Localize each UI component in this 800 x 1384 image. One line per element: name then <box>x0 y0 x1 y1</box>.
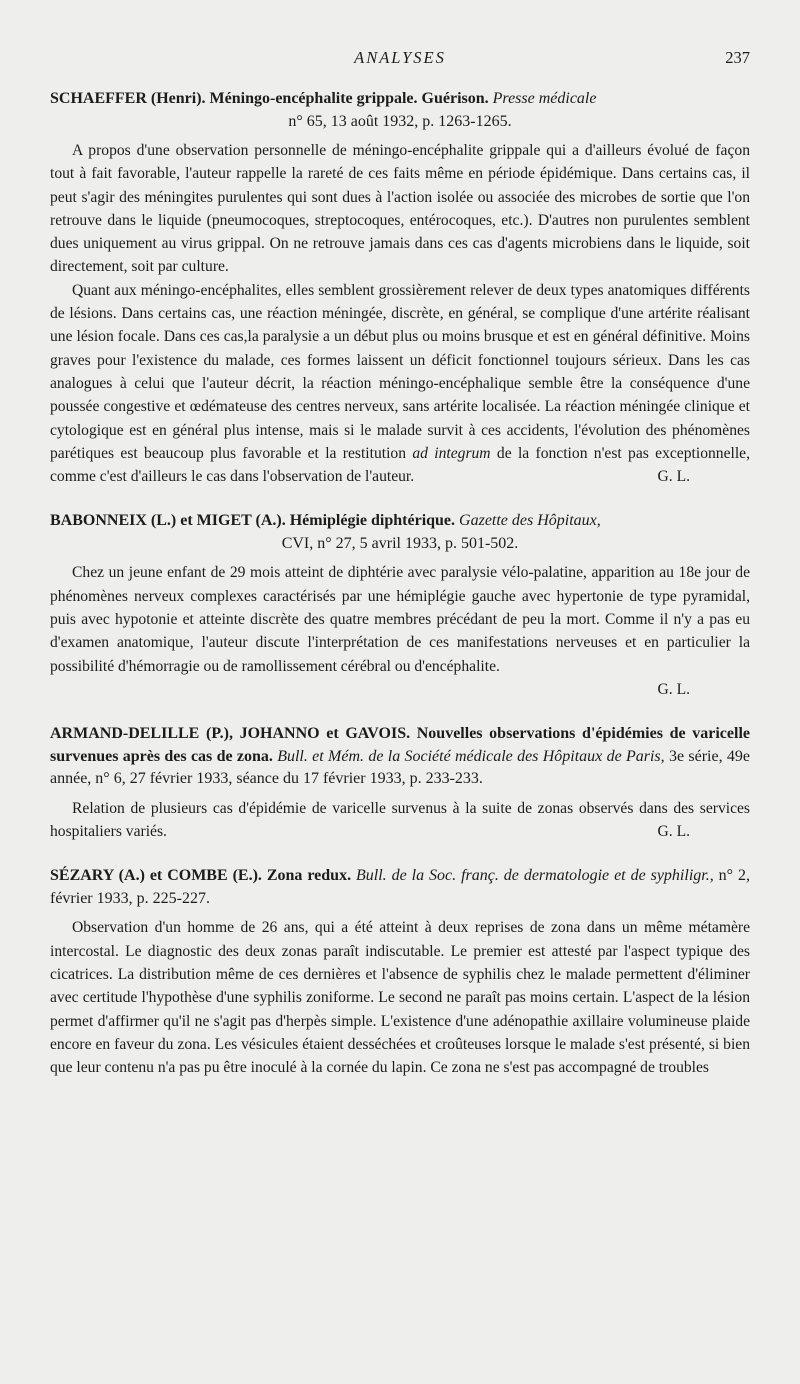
abstract-entry <box>50 88 750 488</box>
entry-title: Hémiplégie diphtérique. <box>289 512 456 530</box>
entry-source: Bull. et Mém. de la Société médicale des Hôpitaux de Paris, <box>277 747 665 765</box>
entry-title: Nouvelles observations d'épidémies de varicelle survenues après des cas de zona. <box>50 725 750 765</box>
entry-heading <box>50 510 750 555</box>
entry-paragraph-tail: de la fonction n'est pas exceptionnelle, comme c'est d'ailleurs le cas dans l'observation de l'auteur. <box>50 444 750 486</box>
entry-paragraph-text: Relation de plusieurs cas d'épidémie de varicelle survenus à la suite de zonas observés dans des services hospitaliers variés. <box>50 799 750 841</box>
entry-author: BABONNEIX (L.) et MIGET (A.). <box>50 512 286 530</box>
entry-author: SCHAEFFER (Henri). <box>50 90 206 107</box>
latin-phrase: ad integrum <box>412 444 491 462</box>
entry-paragraph: Chez un jeune enfant de 29 mois atteint de diphtérie avec paralysie vélo-palatine, apparition au 18e jour de phénomènes nerveux complexes caractérisés par une hémiplégie gauche avec hypertonie de type pyramidal, puis avec hypotonie et atteinte discrète des quatre membres précédant de peu la mort. Comme il n'y a pas eu d'examen anatomique, l'auteur discute l'interprétation de ces manifestations nerveuses et en particulier la possibilité d'hémorragie ou de ramollissement cérébral ou d'encéphalite. <box>50 564 750 675</box>
entry-body <box>50 139 750 488</box>
abstract-entry <box>50 510 750 701</box>
entry-body <box>50 797 750 844</box>
abstract-entry <box>50 723 750 843</box>
abstract-entry <box>50 865 750 1079</box>
entry-body <box>50 561 750 701</box>
running-head <box>50 48 750 74</box>
entry-source: Presse médicale <box>492 90 597 107</box>
entry-paragraph-text: Quant aux méningo-encéphalites, elles semblent grossièrement relever de deux types anatomiques différents de lésions. Dans certains cas, une réaction méningée, discrète, en général, se complique d'une artérite réalisant une lésion focale. Dans ces cas,la paralysie a un début plus ou moins brusque et est en général définitive. Moins graves pour l'existence du malade, ces formes laissent un déficit fonctionnel toujours sérieux. Dans les cas analogues à celui que l'auteur décrit, la réaction méningo-encéphalique semble être la conséquence d'une poussée congestive et œdémateuse des centres nerveux, sans artérite localisée. La réaction méningée clinique et cytologique est en général plus intense, mais si le malade survit à ces accidents, l'évolution des phénomènes parétiques est beaucoup plus favorable et la restitution <box>50 281 750 462</box>
entry-body <box>50 916 750 1079</box>
entry-source: Bull. de la Soc. franç. de dermatologie et de syphiligr., <box>356 867 714 885</box>
entry-signature: G. L. <box>657 823 690 841</box>
entry-heading <box>50 723 750 791</box>
entry-paragraph: A propos d'une observation personnelle de méningo-encéphalite grippale qui a d'ailleurs évolué de façon tout à fait favorable, l'auteur rappelle la rareté de ces faits même en période épidémique. Dans certains cas, il peut s'agir des méningites purulentes qui sont dues à l'action isolée ou associée des microbes de sortie que l'on retrouve dans le liquide (pneumocoques, streptocoques, entérocoques, etc.). D'autres non purulentes semblent dues uniquement au virus grippal. On ne retrouve jamais dans ces cas d'agents microbiens dans le liquide, soit directement, soit par culture. <box>50 142 750 276</box>
entry-paragraph <box>50 797 750 844</box>
page-number: 237 <box>725 48 750 67</box>
entry-title: Méningo-encéphalite grippale. Guérison. <box>209 90 489 107</box>
entry-reference: n° 2, février 1933, p. 225-227. <box>50 867 750 907</box>
entry-reference: 3e série, 49e année, n° 6, 27 février 1933, séance du 17 février 1933, p. 233-233. <box>50 747 750 788</box>
entry-author: SÉZARY (A.) et COMBE (E.). <box>50 867 262 885</box>
entry-source: Gazette des Hôpitaux, <box>459 512 601 530</box>
entry-heading <box>50 865 750 910</box>
entry-signature: G. L. <box>657 468 690 486</box>
entry-title: Zona redux. <box>266 867 352 885</box>
entry-reference: CVI, n° 27, 5 avril 1933, p. 501-502. <box>281 534 519 552</box>
entry-author: ARMAND-DELILLE (P.), JOHANNO et GAVOIS. <box>50 725 411 743</box>
entry-heading <box>50 88 750 133</box>
running-head-title: ANALYSES <box>354 48 446 67</box>
entry-paragraph: Observation d'un homme de 26 ans, qui a été atteint à deux reprises de zona dans un même métamère intercostal. Le diagnostic des deux zonas paraît indiscutable. Le premier est attesté par l'aspect typique des cicatrices. La distribution même de ces dernières et l'absence de syphilis chez le malade permettent d'éliminer avec certitude l'hypothèse d'une syphilis zoniforme. Le second ne paraît pas moins certain. L'aspect de la lésion permet d'affirmer qu'il ne s'agit pas d'herpès simple. L'existence d'une adénopathie axillaire volumineuse plaide encore en faveur du zona. Les vésicules étaient desséchées et croûteuses lorsque le malade s'est présenté, si bien que leur contenu n'a pas pu être inoculé à la cornée du lapin. Ce zona ne s'est pas accompagné de troubles <box>50 919 750 1077</box>
entry-signature: G. L. <box>657 680 690 698</box>
entry-reference: n° 65, 13 août 1932, p. 1263-1265. <box>288 112 512 130</box>
entry-paragraph <box>50 279 750 489</box>
